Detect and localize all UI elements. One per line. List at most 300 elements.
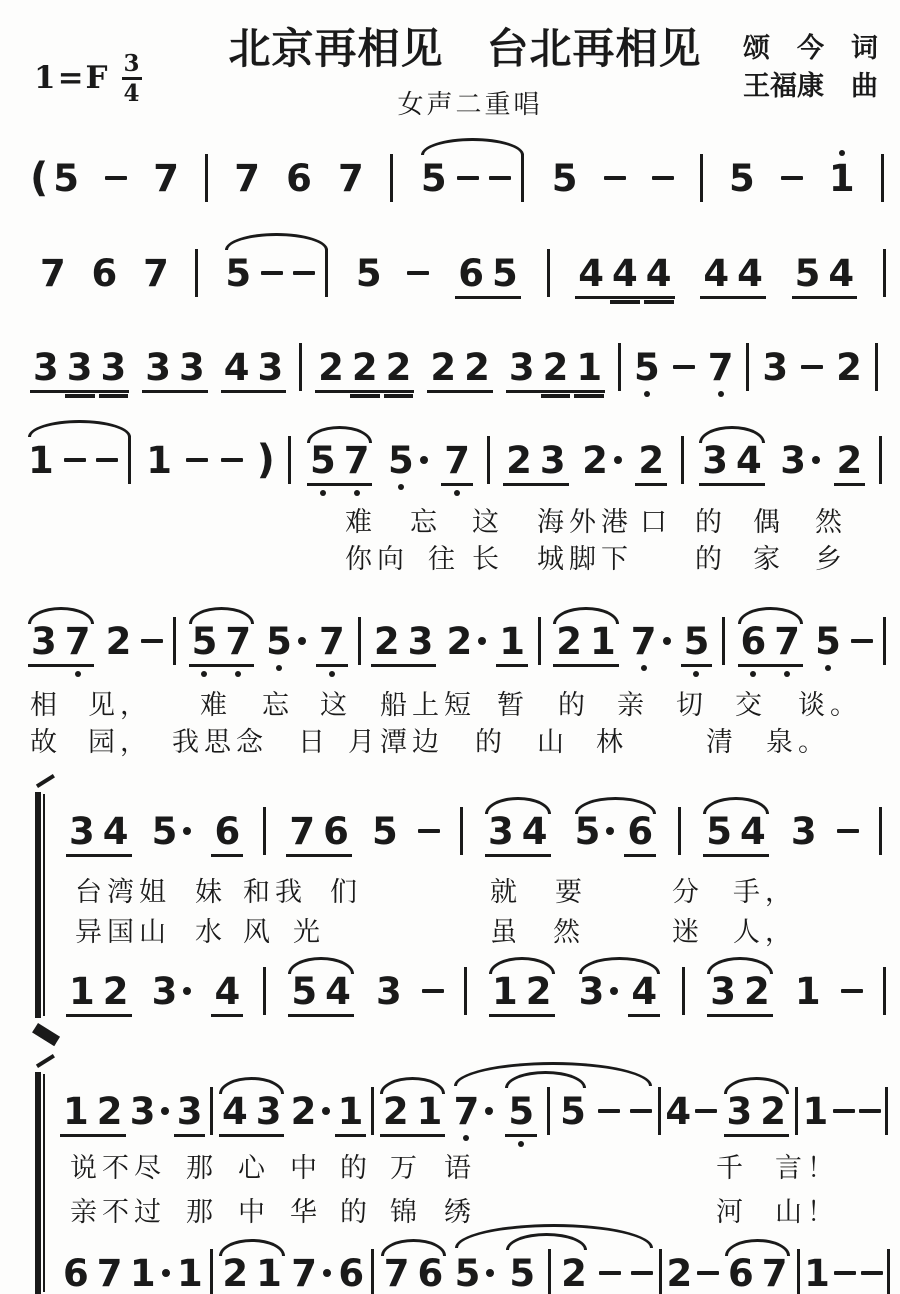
note-digit: 6: [627, 809, 654, 853]
note-digit: 2: [222, 1251, 249, 1294]
beam-group: [505, 1089, 537, 1137]
beam-group: [506, 345, 605, 393]
barline: [879, 436, 882, 484]
note-digit: 1: [337, 1089, 364, 1133]
note-digit: 1: [492, 969, 518, 1013]
note-digit: 3: [508, 345, 535, 389]
augmentation-dot: [614, 456, 622, 464]
slur-group: [305, 438, 375, 482]
lyric-text: 海外港: [537, 507, 633, 538]
intro-line-2: [40, 244, 886, 302]
augmentation-dot: [162, 1269, 170, 1277]
lyric-text: 光: [293, 917, 325, 948]
note-digit: 5: [509, 1251, 536, 1294]
augmentation-dot: [610, 987, 618, 995]
lyric-text: 交: [735, 690, 767, 721]
barline: [700, 154, 703, 202]
note-5: [371, 809, 398, 853]
note-digit: 2: [102, 969, 129, 1013]
beam-group: [724, 1089, 790, 1137]
note-digit: 2: [430, 345, 457, 389]
barline: [883, 967, 886, 1015]
lyric-text: 妹: [195, 877, 227, 908]
note-digit: 6: [323, 809, 349, 853]
slur-group: [504, 1249, 589, 1294]
barline: [883, 249, 886, 297]
barline: [371, 1087, 374, 1135]
beam-group: [335, 1251, 367, 1294]
note-digit: 3: [33, 345, 59, 389]
bracket-part: [36, 774, 55, 788]
beam-group: [503, 438, 569, 486]
duet2-voice-2: [60, 1244, 890, 1294]
lyric-text: 们: [330, 877, 362, 908]
note-digit: 3: [257, 345, 284, 389]
note-1: [794, 969, 821, 1013]
beam-group: [496, 619, 528, 667]
note-digit: 5: [371, 809, 398, 853]
note-5: [309, 438, 336, 482]
note-digit: 4: [578, 251, 605, 295]
beam-group: [575, 251, 674, 299]
note-2: [582, 438, 622, 482]
note-digit: 5: [508, 1089, 535, 1133]
barline: [460, 807, 463, 855]
note-digit: 2: [385, 345, 412, 389]
note-2: [351, 345, 378, 389]
beam-group: [211, 969, 243, 1017]
note-7: [630, 619, 671, 663]
note-digit: 7: [383, 1251, 410, 1294]
note-1: [256, 1251, 282, 1294]
note-3: [145, 345, 171, 389]
beam-group: [699, 438, 765, 486]
augmentation-dot: [323, 1269, 331, 1277]
note-7: [453, 1089, 494, 1133]
note-6: [417, 1251, 444, 1294]
note-1: [146, 438, 173, 482]
note-digit: 2: [351, 345, 378, 389]
note-digit: 3: [151, 969, 178, 1013]
note-digit: 4: [214, 969, 241, 1013]
note-2: [382, 1089, 409, 1133]
slur-group: [503, 1087, 588, 1135]
augmentation-dot: [606, 827, 614, 835]
big-slur-group: [453, 1249, 655, 1294]
note-2: [556, 619, 582, 663]
note-digit: 7: [153, 156, 179, 200]
slur-group: [26, 436, 133, 484]
beam-group: [707, 969, 773, 1017]
barline: [681, 436, 684, 484]
time-numerator: 3: [123, 50, 140, 77]
note-5: [706, 809, 733, 853]
note-digit: 2: [373, 619, 400, 663]
note-2: [446, 619, 486, 663]
note-3: [178, 345, 205, 389]
lyric-text: 语: [444, 1153, 476, 1184]
note-3: [407, 619, 434, 663]
note-2: [525, 969, 552, 1013]
note-digit: 2: [744, 969, 770, 1013]
note-digit: 3: [66, 345, 93, 389]
barline: [795, 1087, 798, 1135]
beam-group: [738, 619, 804, 667]
note-3: [255, 1089, 282, 1133]
note-5: [454, 1251, 495, 1294]
note-digit: 5: [728, 156, 755, 200]
note-digit: 7: [291, 1251, 317, 1294]
note-digit: 7: [234, 156, 260, 200]
note-digit: 6: [286, 156, 312, 200]
note-1: [492, 969, 518, 1013]
note-2: [96, 1089, 123, 1133]
lyric-text: 的: [340, 1197, 372, 1228]
beam-group: [628, 969, 660, 1017]
note-digit: 1: [69, 969, 95, 1013]
intro-line-3: [30, 338, 878, 396]
note-1: [63, 1089, 89, 1133]
note-digit: 1: [176, 1251, 203, 1294]
note-3: [33, 345, 59, 389]
note-digit: 1: [576, 345, 603, 389]
slur-group: [722, 1089, 792, 1133]
note-3: [100, 345, 127, 389]
lyric-text: 中: [290, 1153, 322, 1184]
note-digit: 4: [521, 809, 548, 853]
lyric-text: 的: [695, 507, 727, 538]
slur-group: [419, 154, 526, 202]
sustain-dash: [837, 829, 859, 833]
beam-group: [485, 809, 551, 857]
lyric-text: 难: [345, 507, 377, 538]
note-1: [802, 1089, 829, 1133]
subtitle: 女声二重唱: [397, 90, 543, 120]
note-3: [176, 1089, 203, 1133]
sustain-dash: [489, 176, 511, 180]
lyric-text: 忘: [410, 507, 442, 538]
beam-group: [221, 345, 287, 393]
duet2-voice-1: [60, 1082, 888, 1140]
note-6: [727, 1251, 754, 1294]
note-7: [318, 619, 345, 663]
lyric-text: 锦: [390, 1197, 422, 1228]
credit-lyricist: 颂 今 词: [743, 33, 878, 64]
beam-group: [307, 438, 373, 486]
barline: [521, 154, 524, 202]
note-6: [63, 1251, 89, 1294]
augmentation-dot: [161, 1107, 169, 1115]
note-digit: 2: [382, 1089, 409, 1133]
note-digit: 3: [710, 969, 737, 1013]
note-2: [318, 345, 344, 389]
note-digit: 3: [488, 809, 514, 853]
note-digit: 1: [146, 438, 173, 482]
slur-group: [217, 1251, 287, 1294]
note-7: [383, 1251, 410, 1294]
note-7: [143, 251, 169, 295]
note-digit: 5: [794, 251, 821, 295]
sustain-dash: [293, 271, 315, 275]
lyric-text: 的: [695, 544, 727, 575]
note-3: [710, 969, 737, 1013]
lyric-text: 园，: [88, 727, 152, 758]
note-digit: 1: [802, 1089, 829, 1133]
note-digit: 2: [836, 438, 863, 482]
sustain-dash: [851, 639, 873, 643]
note-2: [506, 438, 532, 482]
note-digit: 5: [291, 969, 318, 1013]
note-2: [760, 1089, 787, 1133]
note-digit: 2: [446, 619, 473, 663]
beam-group: [624, 809, 656, 857]
note-digit: 7: [64, 619, 91, 663]
slur-group: [736, 619, 806, 663]
slur-group: [701, 809, 771, 853]
beam-group: [142, 345, 208, 393]
barline: [547, 249, 550, 297]
note-digit: 7: [289, 809, 316, 853]
note-2: [290, 1089, 331, 1133]
big-slur-group: [452, 1087, 654, 1135]
note-digit: 3: [129, 1089, 156, 1133]
note-3: [726, 1089, 753, 1133]
lyric-verse1-a: [0, 500, 900, 536]
note-digit: 7: [337, 156, 364, 200]
note-3: [578, 969, 619, 1013]
sustain-dash: [186, 458, 208, 462]
slur-group: [723, 1251, 793, 1294]
slur-group: [483, 809, 553, 853]
note-digit: 2: [105, 619, 132, 663]
note-7: [40, 251, 66, 295]
note-5: [420, 156, 447, 200]
augmentation-dot: [485, 1107, 493, 1115]
beam-group: [174, 1251, 206, 1294]
lyric-text: 人，: [733, 917, 797, 948]
lyric-text: 谈。: [798, 690, 862, 721]
note-4: [703, 251, 730, 295]
note-5: [815, 619, 841, 663]
note-7: [153, 156, 179, 200]
note-5: [634, 345, 660, 389]
lyric-text: 那: [186, 1197, 218, 1228]
barline: [371, 1249, 374, 1294]
slur-group: [487, 969, 557, 1013]
note-digit: 2: [561, 1251, 587, 1294]
note-4: [665, 1089, 692, 1133]
note-4: [612, 251, 638, 295]
note-3: [69, 809, 95, 853]
note-6: [458, 251, 484, 295]
note-5: [355, 251, 382, 295]
slur-group: [697, 438, 767, 482]
barline: [210, 1249, 213, 1294]
beam-group: [30, 345, 129, 393]
note-digit: 5: [420, 156, 447, 200]
note-digit: 2: [96, 1089, 123, 1133]
beam-group: [489, 969, 555, 1017]
note-digit: 5: [53, 156, 80, 200]
barline: [205, 154, 208, 202]
lyric-text: 这: [320, 690, 352, 721]
barline: [288, 436, 291, 484]
beam-group: [380, 1089, 446, 1137]
note-digit: 2: [760, 1089, 787, 1133]
sustain-dash: [422, 989, 444, 993]
note-1: [176, 1251, 203, 1294]
bracket-part: [36, 1054, 55, 1068]
note-1: [69, 969, 95, 1013]
note-1: [416, 1089, 443, 1133]
sustain-dash: [859, 1109, 881, 1113]
note-digit: 4: [740, 809, 766, 853]
beam-group: [288, 969, 354, 1017]
sustain-dash: [801, 365, 823, 369]
note-3: [66, 345, 93, 389]
augmentation-dot: [298, 637, 306, 645]
slur-group: [286, 969, 356, 1013]
beam-group: [286, 809, 352, 857]
note-4: [521, 809, 548, 853]
note-4: [578, 251, 605, 295]
lyric-text: 相: [30, 690, 62, 721]
note-digit: 2: [525, 969, 552, 1013]
note-5: [491, 251, 518, 295]
sustain-dash: [631, 1271, 653, 1275]
lyric-text: 切: [676, 690, 708, 721]
lyric-text: 难: [200, 690, 232, 721]
note-5: [388, 438, 428, 482]
lyric-verse2-a: [0, 683, 900, 719]
note-digit: 7: [444, 438, 471, 482]
note-3: [702, 438, 728, 482]
sustain-dash: [407, 271, 429, 275]
note-5: [683, 619, 710, 663]
sustain-dash: [652, 176, 674, 180]
barline: [325, 249, 328, 297]
lyric-text: 暂: [497, 690, 529, 721]
beam-group: [506, 1251, 538, 1294]
note-digit: 4: [735, 438, 762, 482]
note-7: [96, 1251, 123, 1294]
lyric-text: 千: [716, 1153, 748, 1184]
note-4: [735, 438, 762, 482]
note-digit: 5: [574, 809, 601, 853]
note-digit: 1: [256, 1251, 282, 1294]
note-7: [774, 619, 800, 663]
sustain-dash: [841, 989, 863, 993]
tight-group: [30, 155, 80, 201]
slur-group: [573, 809, 659, 853]
beam-group: [60, 1251, 126, 1294]
note-digit: 4: [612, 251, 638, 295]
system-bracket-1: [30, 792, 44, 1018]
paren: ): [256, 437, 275, 483]
sustain-dash: [695, 1109, 717, 1113]
lyric-text: 水: [195, 917, 227, 948]
lyric-duet2-a: [0, 1146, 900, 1182]
note-digit: 2: [542, 345, 569, 389]
note-digit: 7: [707, 345, 734, 389]
note-digit: 3: [790, 809, 817, 853]
barline: [263, 807, 266, 855]
note-5: [508, 1089, 535, 1133]
beam-group: [441, 438, 473, 486]
note-digit: 2: [318, 345, 344, 389]
note-7: [291, 1251, 331, 1294]
barline: [746, 343, 749, 391]
lyric-text: 见，: [88, 690, 152, 721]
barline: [548, 1249, 551, 1294]
barline: [487, 436, 490, 484]
note-digit: 4: [665, 1089, 692, 1133]
lyric-text: 山: [537, 727, 569, 758]
note-digit: 3: [780, 438, 806, 482]
sustain-dash: [861, 1271, 883, 1275]
note-digit: 5: [491, 251, 518, 295]
lyric-text: 泉。: [766, 727, 830, 758]
note-digit: 2: [464, 345, 490, 389]
note-digit: 5: [634, 345, 660, 389]
lyric-text: 亲: [617, 690, 649, 721]
sustain-dash: [834, 1271, 856, 1275]
lyric-text: 家: [753, 544, 785, 575]
barline: [390, 154, 393, 202]
note-7: [64, 619, 91, 663]
note-5: [291, 969, 318, 1013]
lyric-text: 台湾姐: [75, 877, 171, 908]
beam-group: [703, 809, 769, 857]
note-2: [105, 619, 132, 663]
note-digit: 1: [589, 619, 616, 663]
note-digit: 5: [225, 251, 252, 295]
barline: [883, 617, 886, 665]
barline: [797, 1249, 800, 1294]
sustain-dash: [221, 458, 243, 462]
note-digit: 6: [417, 1251, 444, 1294]
lyric-text: 说不尽: [70, 1153, 166, 1184]
barline: [879, 807, 882, 855]
beam-group: [66, 969, 132, 1017]
note-digit: 7: [761, 1251, 788, 1294]
note-digit: 5: [706, 809, 733, 853]
sustain-dash: [630, 1109, 652, 1113]
note-digit: 7: [630, 619, 657, 663]
barline: [875, 343, 878, 391]
lyric-text: 故: [30, 727, 62, 758]
lyric-text: 亲不过: [70, 1197, 166, 1228]
note-4: [214, 969, 241, 1013]
note-1: [129, 1251, 170, 1294]
lyric-text: 那: [186, 1153, 218, 1184]
note-6: [286, 156, 312, 200]
note-digit: 1: [28, 438, 54, 482]
note-digit: 3: [702, 438, 728, 482]
sustain-dash: [604, 176, 626, 180]
sustain-dash: [457, 176, 479, 180]
note-digit: 6: [338, 1251, 365, 1294]
slur-group: [223, 249, 330, 297]
note-digit: 2: [556, 619, 582, 663]
note-digit: 5: [551, 156, 578, 200]
note-2: [542, 345, 569, 389]
note-digit: 6: [63, 1251, 89, 1294]
beam-group: [427, 345, 493, 393]
lyric-text: 要: [555, 877, 587, 908]
lyric-text: 分: [672, 877, 704, 908]
note-1: [828, 156, 855, 200]
